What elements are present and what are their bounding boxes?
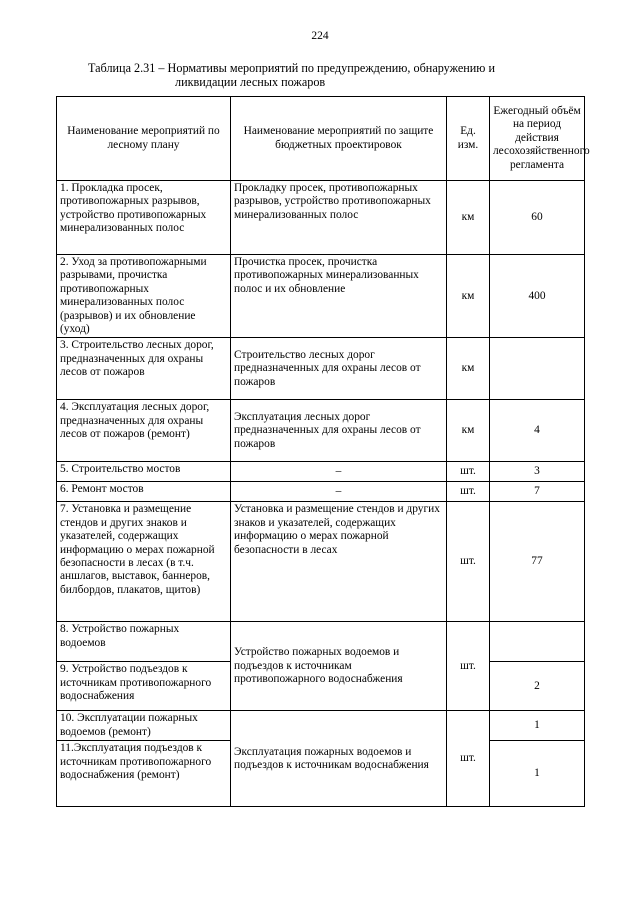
- table-row: [57, 502, 585, 622]
- header-annual-volume: Ежегодный объём на период действия лесохозяйственного регламента: [490, 97, 585, 181]
- measure-plan-cell: 1. Прокладка просек, противопожарных разрывов, устройство противопожарных минерализованных полос: [57, 181, 231, 255]
- measure-plan-cell: 6. Ремонт мостов: [57, 482, 231, 502]
- unit-cell: шт.: [447, 502, 490, 622]
- measure-budget-cell: Устройство пожарных водоемов и подъездов к источникам противопожарного водоснабжения: [231, 622, 447, 711]
- volume-cell: 77: [490, 502, 585, 622]
- unit-cell: шт.: [447, 622, 490, 711]
- table-header-row: [57, 97, 585, 181]
- measure-budget-cell: Прокладку просек, противопожарных разрывов, устройство противопожарных минерализованных полос: [231, 181, 447, 255]
- measure-budget-cell: Строительство лесных дорог предназначенных для охраны лесов от пожаров: [231, 338, 447, 400]
- table-row: [57, 400, 585, 462]
- header-budget-measures: Наименование мероприятий по защите бюджетных проектировок: [231, 97, 447, 181]
- volume-cell: 1: [490, 741, 585, 807]
- measure-budget-cell: Эксплуатация пожарных водоемов и подъездов к источникам водоснабжения: [231, 711, 447, 807]
- table-row: [57, 482, 585, 502]
- header-forest-plan-measures: Наименование мероприятий по лесному плану: [57, 97, 231, 181]
- unit-cell: км: [447, 338, 490, 400]
- measure-plan-cell: 10. Эксплуатации пожарных водоемов (ремонт): [57, 711, 231, 741]
- unit-cell: км: [447, 255, 490, 338]
- page-number: 224: [311, 30, 329, 42]
- unit-cell: шт.: [447, 711, 490, 807]
- volume-cell: 1: [490, 711, 585, 741]
- table-row: [57, 181, 585, 255]
- measure-plan-cell: 3. Строительство лесных дорог, предназначенных для охраны лесов от пожаров: [57, 338, 231, 400]
- volume-cell: 60: [490, 181, 585, 255]
- unit-cell: км: [447, 400, 490, 462]
- unit-cell: шт.: [447, 482, 490, 502]
- measure-budget-cell: Прочистка просек, прочистка противопожарных минерализованных полос и их обновление: [231, 255, 447, 338]
- table-caption: [88, 61, 608, 89]
- table-row: [57, 255, 585, 338]
- volume-cell: 2: [490, 662, 585, 711]
- caption-line-1: Таблица 2.31 – Нормативы мероприятий по предупреждению, обнаружению и: [88, 61, 495, 75]
- table-row: [57, 622, 585, 662]
- measure-plan-cell: 11.Эксплуатация подъездов к источникам противопожарного водоснабжения (ремонт): [57, 741, 231, 807]
- measure-plan-cell: 2. Уход за противопожарными разрывами, прочистка противопожарных минерализованных полос (разрывов) и их обновление (уход): [57, 255, 231, 338]
- header-unit: Ед. изм.: [447, 97, 490, 181]
- measure-plan-cell: 8. Устройство пожарных водоемов: [57, 622, 231, 662]
- volume-cell: 7: [490, 482, 585, 502]
- caption-line-2: ликвидации лесных пожаров: [175, 75, 326, 89]
- measure-plan-cell: 5. Строительство мостов: [57, 462, 231, 482]
- volume-cell: 4: [490, 400, 585, 462]
- measure-budget-cell: –: [231, 462, 447, 482]
- fire-measures-table: [56, 96, 590, 807]
- measure-plan-cell: 7. Установка и размещение стендов и других знаков и указателей, содержащих информацию о мерах пожарной безопасности в лесах (в т.ч. аншлагов, выставок, баннеров, билбордов, плакатов, щитов): [57, 502, 231, 622]
- volume-cell: 400: [490, 255, 585, 338]
- unit-cell: км: [447, 181, 490, 255]
- measure-budget-cell: Установка и размещение стендов и других знаков и указателей, содержащих информацию о мерах пожарной безопасности в лесах: [231, 502, 447, 622]
- measure-budget-cell: Эксплуатация лесных дорог предназначенных для охраны лесов от пожаров: [231, 400, 447, 462]
- measure-plan-cell: 9. Устройство подъездов к источникам противопожарного водоснабжения: [57, 662, 231, 711]
- table-row: [57, 711, 585, 741]
- unit-cell: шт.: [447, 462, 490, 482]
- measure-budget-cell: –: [231, 482, 447, 502]
- table-row: [57, 338, 585, 400]
- volume-cell: [490, 622, 585, 662]
- measure-plan-cell: 4. Эксплуатация лесных дорог, предназначенных для охраны лесов от пожаров (ремонт): [57, 400, 231, 462]
- table-row: [57, 462, 585, 482]
- volume-cell: 3: [490, 462, 585, 482]
- volume-cell: [490, 338, 585, 400]
